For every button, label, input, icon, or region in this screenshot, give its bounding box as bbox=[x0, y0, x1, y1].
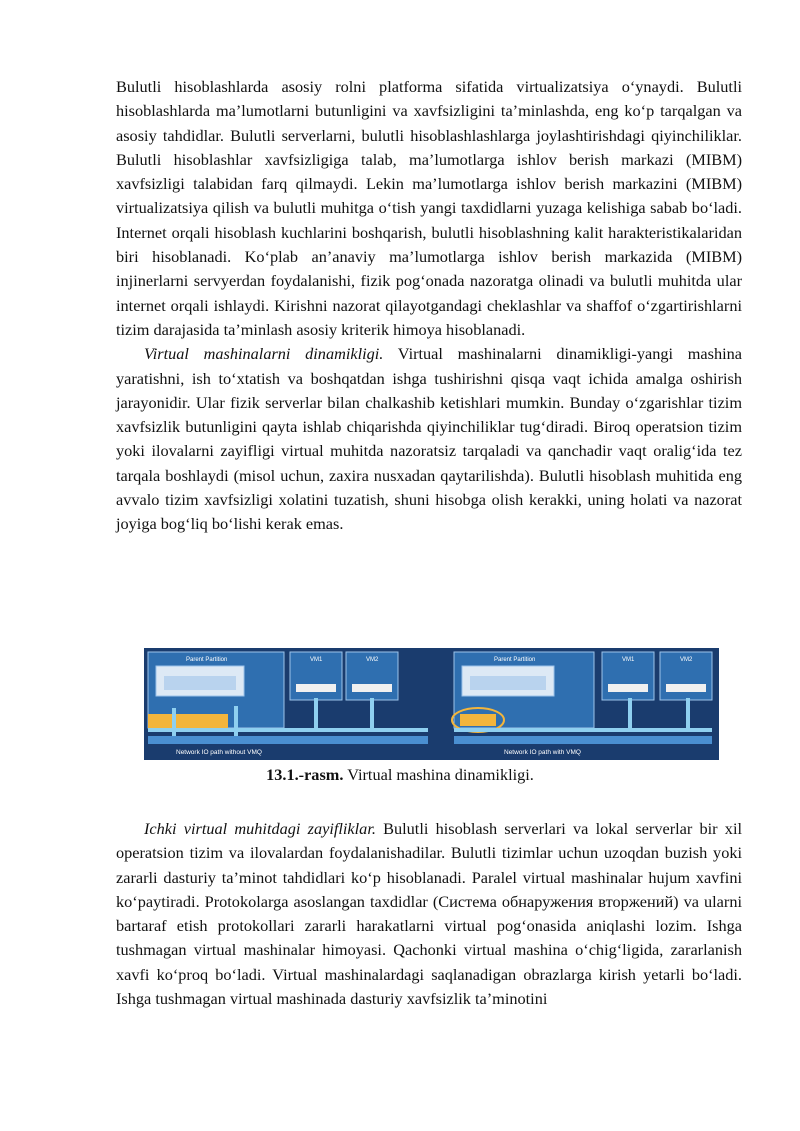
paragraph-3 bbox=[116, 817, 742, 1011]
right-caption: Network IO path with VMQ bbox=[504, 749, 581, 756]
right-vm2-label: VM2 bbox=[680, 657, 693, 663]
left-parent-label: Parent Partition bbox=[186, 657, 228, 663]
right-parent-label: Parent Partition bbox=[494, 657, 536, 663]
figure-number: 13.1.-rasm. bbox=[266, 765, 344, 784]
left-vm1-label: VM1 bbox=[310, 657, 323, 663]
paragraph-2-heading: Virtual mashinalarni dinamikligi. bbox=[144, 344, 384, 364]
lower-text bbox=[116, 817, 742, 1011]
paragraph-3-heading: Ichki virtual muhitdagi zayifliklar. bbox=[144, 819, 376, 838]
vm-dynamics-figure bbox=[144, 648, 719, 760]
figure-title: Virtual mashina dinamikligi. bbox=[343, 765, 534, 784]
left-vm2-label: VM2 bbox=[366, 657, 379, 663]
upper-text bbox=[116, 75, 742, 537]
left-caption: Network IO path without VMQ bbox=[176, 749, 262, 756]
paragraph-1: Bulutli hisoblashlarda asosiy rolni platforma sifatida virtualizatsiya o‘ynaydi. Bulutli hisoblashlarda ma’lumotlarni butunligini va xavfsizligini ta’minlashda, eng ko‘p tarqalgan va asosiy tahdidlar. Bulutli serverlarni, bulutli hisoblashlashlarga joylashtirishdagi qiyinchiliklar. Bulutli hisoblashlar xavfsizligiga talab, ma’lumotlarga ishlov berish markazi (MIBM) xavfsizligi talabidan farq qilmaydi. Lekin ma’lumotlarga ishlov berish markazini (MIBM) virtualizatsiya qilish va bulutli muhitga o‘tish yangi taxdidlarni yuzaga kelishiga sabab bo‘ladi. Internet orqali hisoblash kuchlarini boshqarish, bulutli hisoblashning kalit harakteristikalaridan biri hisoblanadi. Ko‘plab an’anaviy ma’lumotlarga ishlov berish markazida (MIBM) injinerlarni servyerdan foydalanishi, fizik pog‘onada nazoratga olinadi va bulutli muhitda ular internet orqali ishlaydi. Kirishni nazorat qilayotgandagi cheklashlar va shaffof o‘zgartirishlarni tizim darajasida ta’minlash asosiy kriterik himoya hisoblanadi. bbox=[116, 77, 742, 339]
paragraph-3-body: Bulutli hisoblash serverlari va lokal serverlar bir xil operatsion tizim va ilovalardan foydalanishadilar. Bulutli tizimlar uchun uzoqdan buzish yoki zararli dasturiy ta’minot tahdidlari ko‘p hisoblanadi. Paralel virtual mashinalar hujum xavfini ko‘paytiradi. Protokolarga asoslangan taxdidlar (Система обнаружения вторжений) va ularni bartaraf etish protokollari zararli harakatlarni virtual pog‘onasida aniqlashi lozim. Ishga tushmagan virtual mashinalar himoyasi. Qachonki virtual mashina o‘chig‘ligida, zararlanish xavfi ko‘proq bo‘ladi. Virtual mashinalardagi saqlanadigan obrazlarga kirish yetarli bo‘ladi. Ishga tushmagan virtual mashinada dasturiy xavfsizlik ta’minotini bbox=[116, 819, 742, 1009]
paragraph-2-body: Virtual mashinalarni dinamikligi-yangi mashina yaratishni, ish to‘xtatish va boshqatdan ishga tushirishni qisqa vaqt ichida amalga oshirish jarayonidir. Ular fizik serverlar bilan chalkashib ketishlari mumkin. Bunday o‘zgarishlar tizim xavfsizlik butunligini qayta ishlab chiqarishda qiyinchiliklar tug‘diradi. Biroq operatsion tizim yoki ilovalarni zayifligi virtual muhitda nazoratsiz tarqaladi va qanchadir vaqt oralig‘ida tez tarqala boshlaydi (misol uchun, zaxira nusxadan qaytarilishda). Bulutli hisoblash muhitida eng avvalo tizim xavfsizligi xolatini tuzatish, shuni hisobga olish kerakki, uning holati va nazorat joyiga bog‘liq bo‘lishi kerak emas. bbox=[116, 344, 742, 534]
paragraph-2 bbox=[116, 342, 742, 536]
figure-caption bbox=[0, 765, 800, 785]
right-vm1-label: VM1 bbox=[622, 657, 635, 663]
network-io-diagram bbox=[144, 648, 719, 760]
